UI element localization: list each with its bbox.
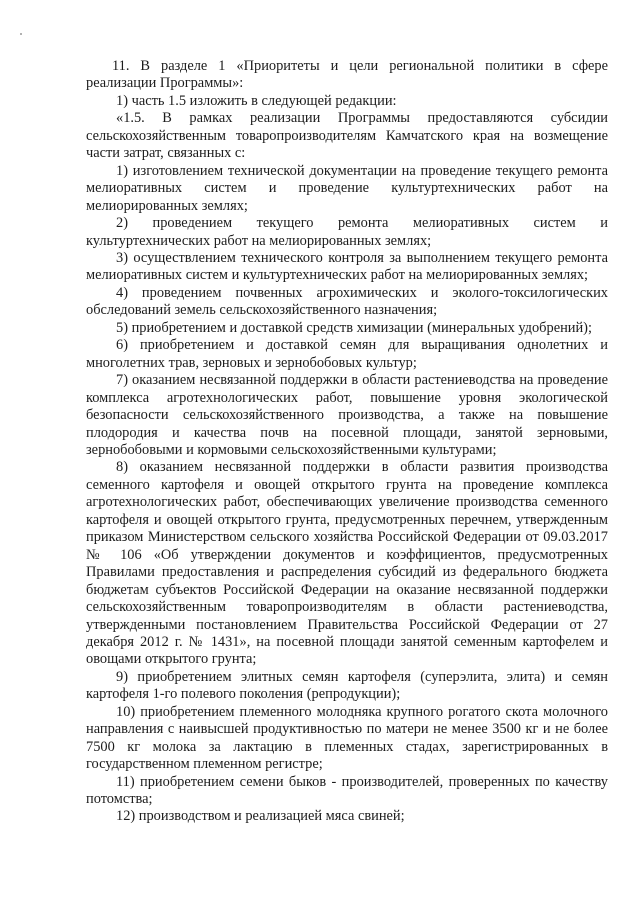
paragraph-1-5-text: «1.5. В рамках реализации Программы предоставляются субсидии сельскохозяйственным товаропроизводителям Камчатского края на возмещение части затрат, связанных с:: [86, 110, 608, 162]
list-item-11: 11) приобретением семени быков - производителей, проверенных по качеству потомства;: [86, 773, 608, 808]
list-item-8: 8) оказанием несвязанной поддержки в области развития производства семенного картофеля и овощей открытого грунта на проведение комплекса агротехнологических работ, обеспечивающих увеличение производства семенного картофеля и овощей открытого грунта, предусмотренных перечнем, утвержденным приказом Министерством сельского хозяйства Российской Федерации от 09.03.2017 № 106 «Об утверждении документов и коэффициентов, предусмотренных Правилами предоставления и распределения субсидий из федерального бюджета бюджетам субъектов Российской Федерации на оказание несвязанной поддержки сельскохозяйственным товаропроизводителям в области растениеводства, утвержденными постановлением Правительства Российской Федерации от 27 декабря 2012 г. № 1431», на посевной площади занятой семенным картофелем и овощами открытого грунта;: [86, 459, 608, 668]
list-item-7: 7) оказанием несвязанной поддержки в области растениеводства на проведение комплекса агротехнологических работ, повышение уровня экологической безопасности сельскохозяйственного производства, а также на повышение плодородия и качества почв на посевной площади, занятой зерновыми, зернобобовыми и кормовыми сельскохозяйственными культурами;: [86, 372, 608, 458]
list-item-4: 4) проведением почвенных агрохимических и эколого-токсилогических обследований земель сельскохозяйственного назначения;: [86, 284, 608, 319]
list-item-12: 12) производством и реализацией мяса свиней;: [116, 808, 405, 825]
paragraph-section-11-intro: 11. В разделе 1 «Приоритеты и цели региональной политики в сфере реализации Программы»:: [86, 58, 608, 92]
list-item-9: 9) приобретением элитных семян картофеля (суперэлита, элита) и семян картофеля 1-го полевого поколения (репродукции);: [86, 668, 608, 703]
list-item-3: 3) осуществлением технического контроля за выполнением текущего ремонта мелиоративных систем и культуртехнических работ на мелиорированных землях;: [86, 249, 608, 284]
scan-speck: [20, 33, 22, 35]
list-item-1: 1) изготовлением технической документации на проведение текущего ремонта мелиоративных систем и проведение культуртехнических работ на мелиорированных землях;: [86, 162, 608, 214]
list-item-5: 5) приобретением и доставкой средств химизации (минеральных удобрений);: [116, 319, 592, 336]
document-body: [86, 58, 608, 826]
list-item-6: 6) приобретением и доставкой семян для выращивания однолетних и многолетних трав, зерновых и зернобобовых культур;: [86, 337, 608, 371]
paragraph-part-1-5-instruction: 1) часть 1.5 изложить в следующей редакции:: [116, 92, 397, 109]
list-item-10: 10) приобретением племенного молодняка крупного рогатого скота молочного направления с наивысшей продуктивностью по матери не менее 3500 кг и не более 7500 кг молока за лактацию в племенных стадах, зарегистрированных в государственном племенном регистре;: [86, 703, 608, 773]
list-item-2: 2) проведением текущего ремонта мелиоративных систем и культуртехнических работ на мелиорированных землях;: [86, 215, 608, 249]
